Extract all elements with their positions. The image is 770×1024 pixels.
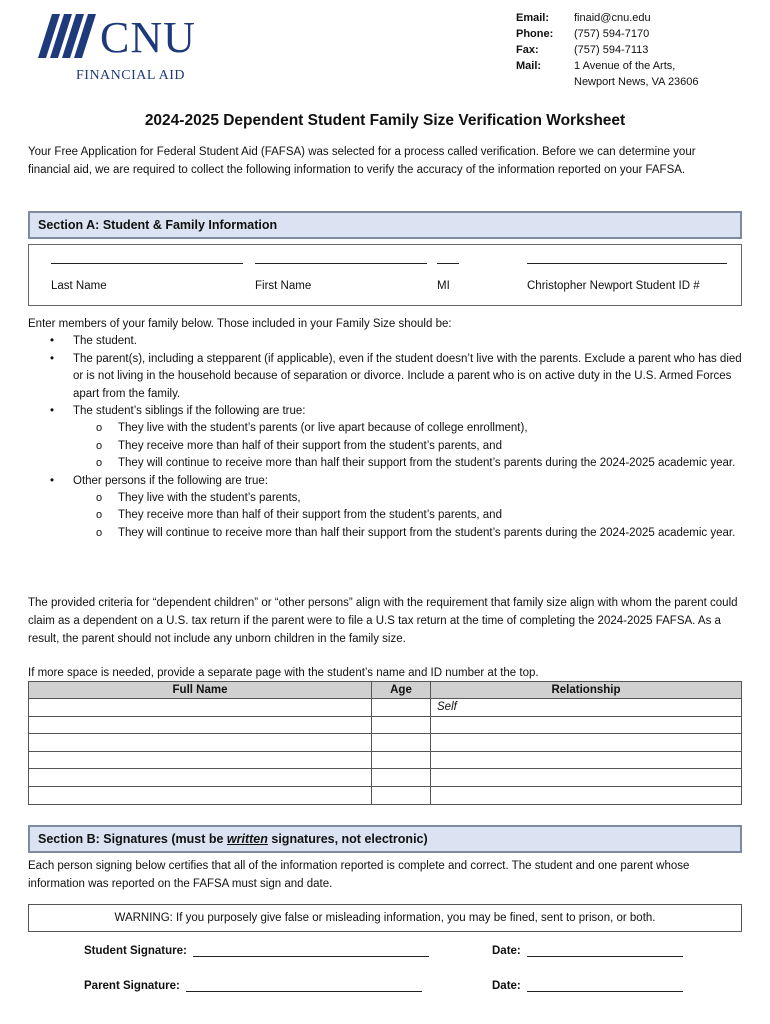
last-name-input[interactable] (51, 263, 243, 264)
student-id-input[interactable] (527, 263, 727, 264)
student-signature-row (84, 944, 429, 957)
mi-label: MI (437, 280, 450, 292)
section-b-title: Section B: Signatures (must be (38, 832, 227, 846)
contact-fax-row (516, 42, 699, 58)
column-header: Relationship (431, 682, 742, 699)
contact-email-row (516, 10, 699, 26)
list-item: o They receive more than half of their support from the student’s parents, and (118, 438, 742, 455)
contact-label: Phone: (516, 28, 554, 40)
logo-subtitle: FINANCIAL AID (76, 68, 186, 83)
section-b-title-end: signatures, not electronic) (267, 832, 428, 846)
list-item: o They live with the student’s parents (or live apart because of college enrollment), (118, 420, 742, 437)
student-date-field[interactable] (527, 944, 683, 957)
table-row (29, 734, 742, 752)
page-title: 2024-2025 Dependent Student Family Size Verification Worksheet (144, 112, 626, 129)
student-date-row (492, 944, 683, 957)
student-id-label: Christopher Newport Student ID # (527, 280, 700, 292)
relationship-cell[interactable]: Self (431, 699, 742, 717)
table-row (29, 769, 742, 787)
student-signature-field[interactable] (193, 944, 429, 957)
cnu-logo (38, 10, 218, 90)
sublist (73, 420, 742, 472)
last-name-label: Last Name (51, 280, 107, 292)
section-b-header (28, 825, 742, 853)
first-name-label: First Name (255, 280, 312, 292)
table-row (29, 716, 742, 734)
logo-stripes-icon (38, 14, 100, 58)
criteria-note: The provided criteria for “dependent children” or “other persons” align with the requirement that family size align with whom the parent could claim as a dependent on a U.S. tax return if the parent were to file a U.S tax return at the time of completing the 2024-2025 FAFSA. As a result, the parent should not include any unborn children in the family size. (28, 597, 738, 645)
parent-signature-row (84, 979, 422, 992)
warning-box: WARNING: If you purposely give false or misleading information, you may be fined, sent to prison, or both. (28, 904, 742, 932)
list-item: • The parent(s), including a stepparent (if applicable), even if the student doesn’t live with the parents. Exclude a parent who has died or is not living in the household because of separation or divorce. Include a parent who is on active duty in the U.S. Armed Forces apart from the family. (73, 351, 742, 403)
full-name-cell[interactable] (29, 716, 372, 734)
mi-input[interactable] (437, 263, 459, 264)
full-name-cell[interactable] (29, 769, 372, 787)
table-row (29, 751, 742, 769)
contact-label (516, 74, 574, 90)
section-b-emphasis: written (226, 832, 268, 846)
contact-phone-row (516, 26, 699, 42)
contact-email-link[interactable]: finaid@cnu.edu (574, 12, 651, 24)
family-criteria (28, 316, 742, 542)
parent-date-label: Date: (492, 980, 521, 992)
table-header-row (29, 682, 742, 699)
age-cell[interactable] (372, 716, 431, 734)
contact-mail-row-2 (516, 74, 699, 90)
age-cell[interactable] (372, 751, 431, 769)
contact-mail-row (516, 58, 699, 74)
contact-label: Mail: (516, 60, 542, 72)
section-a-header: Section A: Student & Family Information (28, 211, 742, 239)
criteria-list (28, 333, 742, 542)
list-item: o They will continue to receive more than half their support from the student’s parents during the 2024-2025 academic year. (118, 525, 742, 542)
age-cell[interactable] (372, 786, 431, 804)
contact-value: Newport News, VA 23606 (574, 76, 699, 88)
list-item (73, 473, 742, 543)
more-space-note: If more space is needed, provide a separate page with the student’s name and ID number at the top. (28, 667, 539, 679)
student-date-label: Date: (492, 945, 521, 957)
full-name-cell[interactable] (29, 734, 372, 752)
intro-paragraph: Your Free Application for Federal Student Aid (FAFSA) was selected for a process called verification. Before we can determine your financial aid, we are required to collect the following information to verify the accuracy of the information reported on your FAFSA. (28, 146, 696, 176)
contact-value: (757) 594-7113 (574, 44, 649, 56)
relationship-cell[interactable] (431, 769, 742, 787)
logo-text: CNU (100, 13, 196, 62)
column-header: Full Name (29, 682, 372, 699)
parent-signature-field[interactable] (186, 979, 422, 992)
criteria-lead: Enter members of your family below. Those included in your Family Size should be: (28, 318, 452, 330)
relationship-cell[interactable] (431, 716, 742, 734)
parent-signature-label: Parent Signature: (84, 980, 180, 992)
full-name-cell[interactable] (29, 751, 372, 769)
list-item: o They live with the student’s parents, (118, 490, 742, 507)
full-name-cell[interactable] (29, 699, 372, 717)
family-table (28, 681, 742, 805)
column-header: Age (372, 682, 431, 699)
age-cell[interactable] (372, 769, 431, 787)
list-item: • The student. (73, 333, 742, 350)
student-info-box (28, 244, 742, 306)
first-name-input[interactable] (255, 263, 427, 264)
relationship-cell[interactable] (431, 786, 742, 804)
table-row (29, 699, 742, 717)
list-item: o They will continue to receive more than half their support from the student’s parents during the 2024-2025 academic year. (118, 455, 742, 472)
list-item (73, 403, 742, 473)
parent-date-field[interactable] (527, 979, 683, 992)
contact-value: (757) 594-7170 (574, 28, 650, 40)
certify-text: Each person signing below certifies that all of the information reported is complete and correct. The student and one parent whose information was reported on the FAFSA must sign and date. (28, 860, 690, 890)
parent-date-row (492, 979, 683, 992)
list-item-text: The student’s siblings if the following are true: (73, 405, 306, 418)
list-item-text: Other persons if the following are true: (73, 474, 268, 487)
relationship-cell[interactable] (431, 734, 742, 752)
contact-value: 1 Avenue of the Arts, (574, 60, 676, 72)
contact-label: Email: (516, 12, 550, 24)
student-signature-label: Student Signature: (84, 945, 187, 957)
contact-block (516, 10, 699, 90)
contact-label: Fax: (516, 44, 539, 56)
list-item: o They receive more than half of their support from the student’s parents, and (118, 507, 742, 524)
age-cell[interactable] (372, 699, 431, 717)
table-row (29, 786, 742, 804)
full-name-cell[interactable] (29, 786, 372, 804)
sublist (73, 490, 742, 542)
relationship-cell[interactable] (431, 751, 742, 769)
age-cell[interactable] (372, 734, 431, 752)
